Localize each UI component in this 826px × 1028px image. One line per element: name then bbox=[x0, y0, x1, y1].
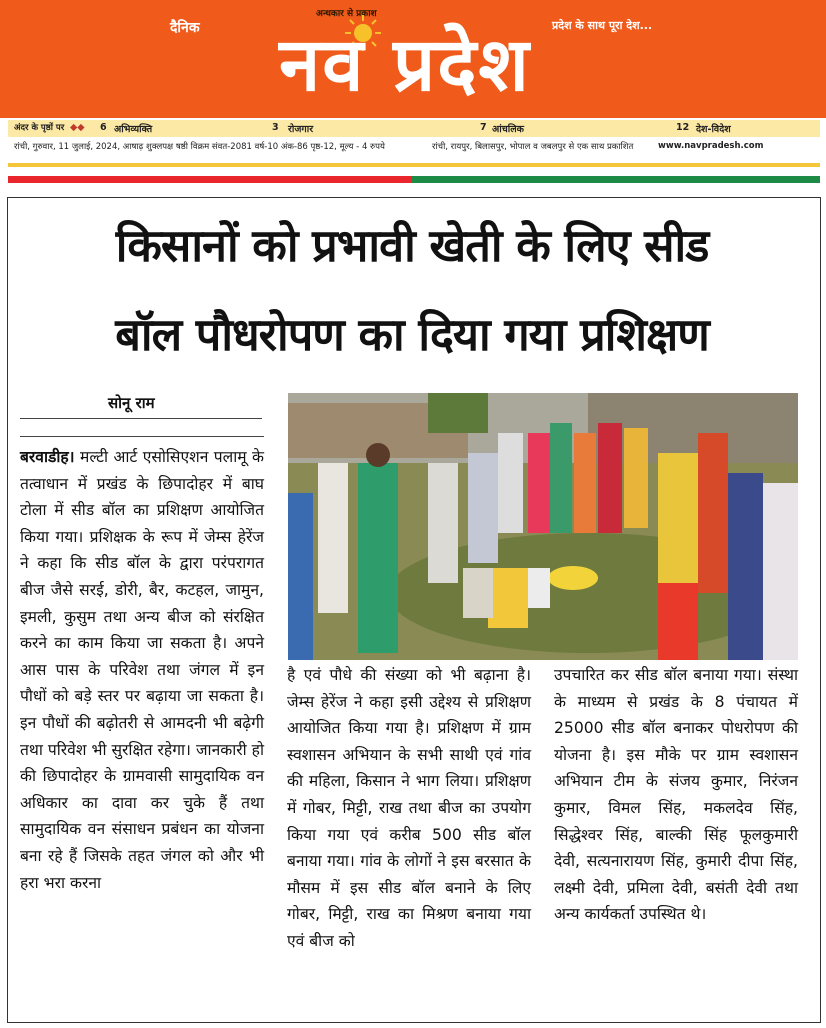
index-section: देश-विदेश bbox=[696, 124, 731, 135]
color-stripe-green bbox=[412, 176, 820, 183]
article-column-2: है एवं पौधे की संख्या को भी बढ़ाना है। जेम्स हेरेंज ने कहा इसी उद्देश्य से प्रशिक्षण आयोजित किया गया है। प्रशिक्षण में ग्राम स्वशासन अभियान के सभी साथी एवं गांव की महिला, किसान ने भाग लिया। प्रशिक्षण में गोबर, मिट्टी, राख तथा बीज का उपयोग किया गया एवं करीब 500 सीड बॉल बनाया गया। गांव के लोगों ने इस बरसात के मौसम में इस सीड बॉल बनाने के लिए गोबर, मिट्टी, राख का मिश्रण बनाया गया एवं बीज को bbox=[287, 666, 531, 950]
newspaper-logo: नव प्रदेश bbox=[279, 22, 531, 108]
article-column-3: उपचारित कर सीड बॉल बनाया गया। संस्था के माध्यम से प्रखंड के 8 पंचायत में 25000 सीड बॉल बनाकर पोधरोपण की योजना है। इस मौके पर ग्राम स्वशासन अभियान टीम के संजय कुमार, निरंजन कुमार, विमल सिंह, मकलदेव सिंह, सिद्धेश्वर सिंह, बाल्की सिंह फूलकुमारी देवी, सत्यनारायण सिंह, कुमारी दीपा सिंह, लक्ष्मी देवी, प्रमिला देवी, बसंती देवी तथा अन्य कार्यकर्ता उपस्थित थे। bbox=[554, 666, 798, 924]
training-photo bbox=[288, 393, 798, 660]
index-section: अभिव्यक्ति bbox=[114, 124, 153, 135]
index-num: 3 bbox=[272, 122, 279, 133]
article-column-1 bbox=[20, 444, 264, 1014]
masthead-slogan: अन्धकार से प्रकाश bbox=[316, 9, 377, 19]
index-bar bbox=[8, 120, 820, 137]
editions: रांची, रायपुर, बिलासपुर, भोपाल व जबलपुर से एक साथ प्रकाशित bbox=[432, 142, 634, 152]
article-photo bbox=[288, 393, 798, 660]
divider bbox=[20, 418, 262, 419]
index-arrows-icon: ◆◆ bbox=[70, 122, 85, 133]
masthead-dainik: दैनिक bbox=[170, 20, 200, 36]
masthead bbox=[0, 0, 826, 118]
byline: सोनू राम bbox=[108, 394, 155, 412]
color-stripe-red bbox=[8, 176, 412, 183]
dateline: बरवाडीह। bbox=[20, 448, 75, 466]
masthead-tagline: प्रदेश के साथ पूरा देश... bbox=[552, 19, 653, 32]
index-num: 6 bbox=[100, 122, 107, 133]
info-bar bbox=[8, 139, 820, 155]
divider bbox=[8, 163, 820, 167]
headline-line-2: बॉल पौधरोपण का दिया गया प्रशिक्षण bbox=[115, 308, 709, 361]
index-label: अंदर के पृष्ठों पर bbox=[14, 123, 65, 133]
headline-line-1: किसानों को प्रभावी खेती के लिए सीड bbox=[115, 219, 709, 272]
issue-info: रांची, गुरुवार, 11 जुलाई, 2024, आषाढ़ शुक्लपक्ष षष्ठी विक्रम संवत-2081 वर्ष-10 अंक-86 पृष्ठ-12, मूल्य - 4 रुपये bbox=[14, 142, 385, 152]
index-num: 7 bbox=[480, 122, 487, 133]
index-section: रोजगार bbox=[288, 124, 314, 135]
index-num: 12 bbox=[676, 122, 690, 133]
website: www.navpradesh.com bbox=[658, 141, 764, 151]
column-1-text: मल्टी आर्ट एसोसिएशन पलामू के तत्वाधान में प्रखंड के छिपादोहर में बाघ टोला में सीड बॉल का प्रशिक्षण आयोजित किया गया। प्रशिक्षक के रूप में जेम्स हेरेंज ने कहा कि सीड बॉल के द्वारा परंपरागत बीज जैसे सरई, डोरी, बैर, कटहल, जामुन, इमली, कुसुम तथा अन्य बीज को संरक्षित करने का काम किया जा सकता है। अपने आस पास के परिवेश तथा जंगल में इन पौधों को बड़े स्तर पर बढ़ाया जा सकता है। इन पौधों की बढ़ोतरी से आमदनी भी बढ़ेगी तथा परिवेश भी सुरक्षित रहेगा। जानकारी हो की छिपादोहर के ग्रामवासी सामुदायिक वन अधिकार का दावा कर चुके हैं तथा सामुदायिक वन संसाधन प्रबंधन का योजना बना रहे हैं जिसके तहत जंगल को और भी हरा भरा करना bbox=[20, 448, 264, 892]
index-section: आंचलिक bbox=[492, 124, 524, 135]
divider bbox=[20, 436, 264, 437]
